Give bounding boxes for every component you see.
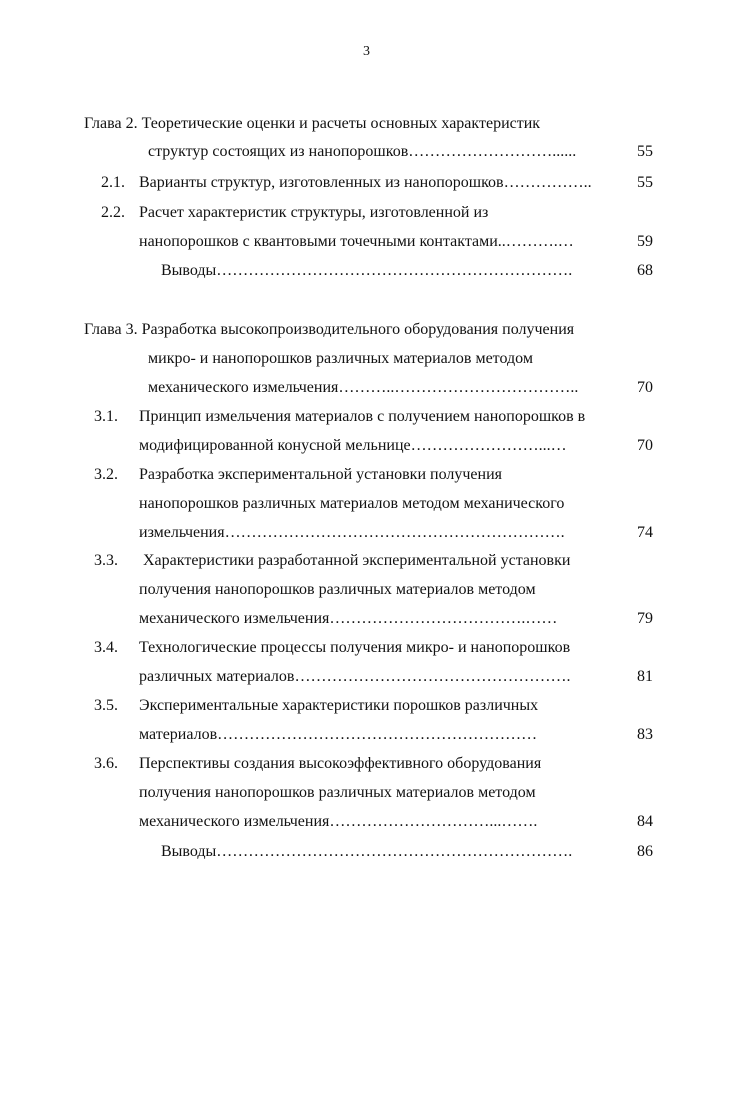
chapter2-title-line1: Глава 2. Теоретические оценки и расчеты основных характеристик bbox=[84, 115, 541, 132]
s32-line1: Разработка экспериментальной установки получения bbox=[139, 466, 502, 483]
s35-number: 3.5. bbox=[94, 697, 118, 714]
s36-number: 3.6. bbox=[94, 755, 118, 772]
s22-line1: Расчет характеристик структуры, изготовленной из bbox=[139, 204, 489, 221]
chapter3-title-page: 70 bbox=[637, 379, 653, 396]
chapter3-title-line2: микро- и нанопорошков различных материалов методом bbox=[148, 350, 533, 367]
chapter3-conclusions-page: 86 bbox=[637, 843, 653, 860]
s33-page: 79 bbox=[637, 610, 653, 627]
s31-number: 3.1. bbox=[94, 408, 118, 425]
s34-page: 81 bbox=[637, 668, 653, 685]
chapter2-title-line2: структур состоящих из нанопорошков………………………...... bbox=[148, 143, 577, 160]
s35-page: 83 bbox=[637, 726, 653, 743]
s35-line2: материалов…………………………………………………… bbox=[139, 726, 538, 743]
chapter2-title-page: 55 bbox=[637, 143, 653, 160]
s33-number: 3.3. bbox=[94, 552, 118, 569]
s33-line3: механического измельчения……………………………….…… bbox=[139, 610, 558, 627]
s21-number: 2.1. bbox=[101, 174, 125, 191]
s36-page: 84 bbox=[637, 813, 653, 830]
s34-line1: Технологические процессы получения микро- и нанопорошков bbox=[139, 639, 571, 656]
s31-line2: модифицированной конусной мельнице……………………...… bbox=[139, 437, 567, 454]
s33-line2: получения нанопорошков различных материалов методом bbox=[139, 581, 536, 598]
s34-number: 3.4. bbox=[94, 639, 118, 656]
chapter3-title-line3: механического измельчения………..…………………………….. bbox=[148, 379, 579, 396]
s22-page: 59 bbox=[637, 233, 653, 250]
s33-line1: Характеристики разработанной экспериментальной установки bbox=[143, 552, 571, 569]
s31-page: 70 bbox=[637, 437, 653, 454]
s22-number: 2.2. bbox=[101, 204, 125, 221]
s32-line3: измельчения………………………………………………………. bbox=[139, 524, 565, 541]
s21-page: 55 bbox=[637, 174, 653, 191]
chapter3-title-line1: Глава 3. Разработка высокопроизводительного оборудования получения bbox=[84, 321, 575, 338]
s31-line1: Принцип измельчения материалов с получением нанопорошков в bbox=[139, 408, 586, 425]
s35-line1: Экспериментальные характеристики порошков различных bbox=[139, 697, 539, 714]
chapter2-conclusions: Выводы…………………………………………………………. bbox=[161, 262, 573, 279]
s32-line2: нанопорошков различных материалов методом механического bbox=[139, 495, 565, 512]
s34-line2: различных материалов……………………………………………. bbox=[139, 668, 571, 685]
s21-text: Варианты структур, изготовленных из нанопорошков…………….. bbox=[139, 174, 592, 191]
s32-page: 74 bbox=[637, 524, 653, 541]
chapter2-conclusions-page: 68 bbox=[637, 262, 653, 279]
s32-number: 3.2. bbox=[94, 466, 118, 483]
page-number: 3 bbox=[363, 44, 370, 59]
s36-line3: механического измельчения…………………………...……. bbox=[139, 813, 538, 830]
s36-line2: получения нанопорошков различных материалов методом bbox=[139, 784, 536, 801]
s36-line1: Перспективы создания высокоэффективного оборудования bbox=[139, 755, 542, 772]
s22-line2: нанопорошков с квантовыми точечными контактами..……….… bbox=[139, 233, 574, 250]
chapter3-conclusions: Выводы…………………………………………………………. bbox=[161, 843, 573, 860]
